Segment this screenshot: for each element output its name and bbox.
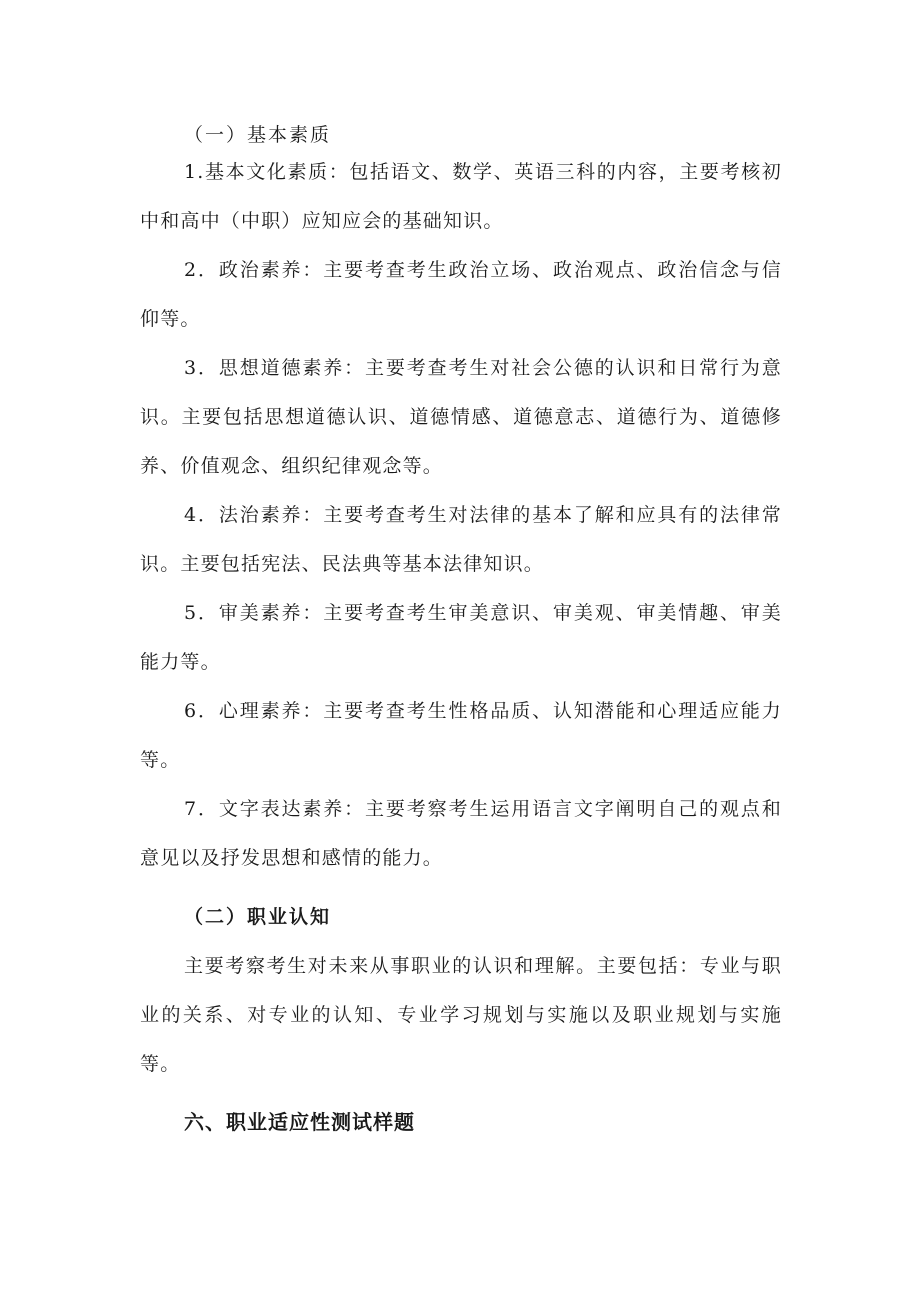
section-heading-basic-quality: （一）基本素质 (184, 124, 332, 146)
paragraph-item-1: 1.基本文化素质：包括语文、数学、英语三科的内容，主要考核初中和高中（中职）应知应会的基础知识。 (140, 161, 782, 232)
paragraph-item-3: 3．思想道德素养：主要考查考生对社会公德的认识和日常行为意识。主要包括思想道德认识、道德情感、道德意志、道德行为、道德修养、价值观念、组织纪律观念等。 (140, 357, 782, 477)
paragraph-item-6: 6．心理素养：主要考查考生性格品质、认知潜能和心理适应能力等。 (140, 700, 782, 771)
paragraph-item-2: 2．政治素养：主要考查考生政治立场、政治观点、政治信念与信仰等。 (140, 259, 782, 330)
section-heading-sample-questions: 六、职业适应性测试样题 (184, 1110, 415, 1134)
paragraph-career-body: 主要考察考生对未来从事职业的认识和理解。主要包括：专业与职业的关系、对专业的认知、专业学习规划与实施以及职业规划与实施等。 (140, 955, 782, 1075)
paragraph-item-7: 7．文字表达素养：主要考察考生运用语言文字阐明自己的观点和意见以及抒发思想和感情的能力。 (140, 798, 782, 869)
paragraph-item-4: 4．法治素养：主要考查考生对法律的基本了解和应具有的法律常识。主要包括宪法、民法典等基本法律知识。 (140, 504, 782, 575)
paragraph-item-5: 5．审美素养：主要考查考生审美意识、审美观、审美情趣、审美能力等。 (140, 602, 782, 673)
section-heading-career-cognition: （二）职业认知 (184, 906, 332, 928)
